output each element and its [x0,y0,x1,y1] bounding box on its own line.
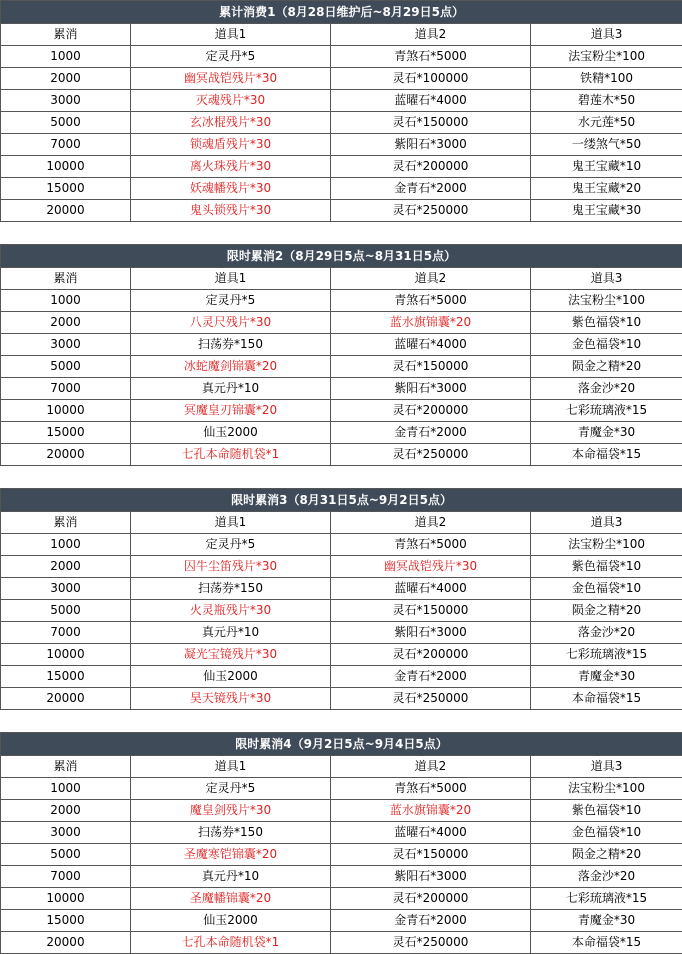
reward-cell: 锁魂盾残片*30 [131,134,331,156]
threshold-cell: 15000 [1,910,131,932]
threshold-cell: 3000 [1,822,131,844]
reward-cell: 七彩琉璃液*15 [531,400,682,422]
threshold-cell: 15000 [1,666,131,688]
table-row [1,910,682,932]
threshold-cell: 10000 [1,644,131,666]
table-title: 限时累消2（8月29日5点~8月31日5点） [1,245,682,268]
reward-cell: 扫荡券*150 [131,822,331,844]
reward-cell: 鬼王宝藏*10 [531,156,682,178]
reward-cell: 冥魔皇刃锦囊*20 [131,400,331,422]
table-row [1,134,682,156]
reward-cell: 灵石*100000 [331,68,531,90]
table-row [1,156,682,178]
table-row [1,600,682,622]
reward-cell: 扫荡券*150 [131,578,331,600]
threshold-cell: 2000 [1,68,131,90]
table-row [1,378,682,400]
threshold-cell: 15000 [1,422,131,444]
reward-cell: 七孔本命随机袋*1 [131,444,331,466]
threshold-cell: 3000 [1,578,131,600]
table-title-row [1,733,682,756]
reward-cell: 蓝水旗锦囊*20 [331,800,531,822]
reward-cell: 紫色福袋*10 [531,312,682,334]
column-header: 道具3 [531,756,682,778]
reward-cell: 法宝粉尘*100 [531,778,682,800]
reward-cell: 定灵丹*5 [131,46,331,68]
reward-cell: 紫阳石*3000 [331,378,531,400]
threshold-cell: 10000 [1,400,131,422]
reward-cell: 灵石*150000 [331,600,531,622]
column-header: 道具2 [331,268,531,290]
reward-cell: 仙玉2000 [131,910,331,932]
reward-cell: 落金沙*20 [531,866,682,888]
reward-cell: 青煞石*5000 [331,290,531,312]
reward-cell: 昊天镜残片*30 [131,688,331,710]
column-header: 道具3 [531,24,682,46]
reward-cell: 陨金之精*20 [531,844,682,866]
threshold-cell: 5000 [1,844,131,866]
reward-cell: 火灵瓶残片*30 [131,600,331,622]
table-title: 限时累消3（8月31日5点~9月2日5点） [1,489,682,512]
reward-cell: 青煞石*5000 [331,46,531,68]
threshold-cell: 20000 [1,932,131,954]
column-header: 道具3 [531,268,682,290]
reward-cell: 紫阳石*3000 [331,134,531,156]
reward-cell: 鬼头锁残片*30 [131,200,331,222]
table-row [1,68,682,90]
reward-cell: 金色福袋*10 [531,822,682,844]
reward-cell: 紫阳石*3000 [331,622,531,644]
threshold-cell: 20000 [1,200,131,222]
table-row [1,644,682,666]
reward-cell: 金青石*2000 [331,178,531,200]
table-row [1,400,682,422]
reward-cell: 金色福袋*10 [531,578,682,600]
table-title-row [1,489,682,512]
threshold-cell: 5000 [1,356,131,378]
reward-cell: 灵石*200000 [331,644,531,666]
reward-cell: 青魔金*30 [531,666,682,688]
reward-table-3 [0,488,682,710]
threshold-cell: 7000 [1,378,131,400]
table-header-row [1,756,682,778]
reward-cell: 蓝曜石*4000 [331,822,531,844]
table-row [1,778,682,800]
reward-cell: 凝光宝镜残片*30 [131,644,331,666]
table-row [1,422,682,444]
table-row [1,578,682,600]
reward-cell: 灵石*150000 [331,844,531,866]
column-header: 道具1 [131,512,331,534]
reward-cell: 定灵丹*5 [131,534,331,556]
reward-cell: 灵石*250000 [331,200,531,222]
threshold-cell: 2000 [1,556,131,578]
reward-cell: 真元丹*10 [131,622,331,644]
threshold-cell: 7000 [1,622,131,644]
reward-cell: 金色福袋*10 [531,334,682,356]
reward-table-4 [0,732,682,954]
table-row [1,844,682,866]
reward-cell: 仙玉2000 [131,666,331,688]
reward-cell: 定灵丹*5 [131,778,331,800]
reward-cell: 一缕煞气*50 [531,134,682,156]
reward-cell: 青魔金*30 [531,910,682,932]
table-title-row [1,1,682,24]
column-header: 道具3 [531,512,682,534]
table-row [1,112,682,134]
table-row [1,888,682,910]
reward-cell: 蓝水旗锦囊*20 [331,312,531,334]
threshold-cell: 7000 [1,134,131,156]
reward-cell: 陨金之精*20 [531,600,682,622]
reward-cell: 水元莲*50 [531,112,682,134]
reward-cell: 灵石*250000 [331,444,531,466]
reward-table-1 [0,0,682,222]
column-header: 累消 [1,512,131,534]
table-row [1,556,682,578]
threshold-cell: 10000 [1,888,131,910]
reward-cell: 金青石*2000 [331,666,531,688]
table-row [1,666,682,688]
reward-cell: 灵石*200000 [331,888,531,910]
reward-cell: 圣魔幡锦囊*20 [131,888,331,910]
reward-cell: 蓝曜石*4000 [331,334,531,356]
table-row [1,866,682,888]
table-row [1,800,682,822]
table-row [1,178,682,200]
threshold-cell: 1000 [1,534,131,556]
reward-cell: 七彩琉璃液*15 [531,888,682,910]
reward-cell: 鬼王宝藏*30 [531,200,682,222]
reward-cell: 囚牛尘笛残片*30 [131,556,331,578]
threshold-cell: 15000 [1,178,131,200]
threshold-cell: 10000 [1,156,131,178]
table-spacer [0,222,682,244]
reward-cell: 真元丹*10 [131,378,331,400]
reward-cell: 妖魂幡残片*30 [131,178,331,200]
table-row [1,688,682,710]
table-row [1,290,682,312]
table-row [1,822,682,844]
table-row [1,46,682,68]
table-row [1,534,682,556]
reward-cell: 青魔金*30 [531,422,682,444]
reward-cell: 蓝曜石*4000 [331,90,531,112]
reward-cell: 灵石*250000 [331,688,531,710]
reward-cell: 仙玉2000 [131,422,331,444]
column-header: 道具1 [131,268,331,290]
table-row [1,356,682,378]
threshold-cell: 5000 [1,600,131,622]
reward-cell: 碧莲木*50 [531,90,682,112]
threshold-cell: 20000 [1,688,131,710]
reward-cell: 八灵尺残片*30 [131,312,331,334]
table-row [1,312,682,334]
reward-cell: 玄冰棍残片*30 [131,112,331,134]
reward-table-2 [0,244,682,466]
threshold-cell: 3000 [1,334,131,356]
reward-cell: 扫荡券*150 [131,334,331,356]
reward-cell: 七彩琉璃液*15 [531,644,682,666]
reward-cell: 落金沙*20 [531,622,682,644]
table-row [1,444,682,466]
reward-cell: 冰蛇魔剑锦囊*20 [131,356,331,378]
column-header: 道具1 [131,24,331,46]
reward-cell: 灵石*200000 [331,156,531,178]
reward-cell: 幽冥战铠残片*30 [331,556,531,578]
reward-cell: 蓝曜石*4000 [331,578,531,600]
reward-cell: 灵石*150000 [331,112,531,134]
table-row [1,622,682,644]
reward-cell: 法宝粉尘*100 [531,46,682,68]
column-header: 道具2 [331,24,531,46]
reward-cell: 紫色福袋*10 [531,800,682,822]
threshold-cell: 20000 [1,444,131,466]
reward-cell: 定灵丹*5 [131,290,331,312]
column-header: 累消 [1,756,131,778]
column-header: 累消 [1,24,131,46]
reward-cell: 法宝粉尘*100 [531,290,682,312]
reward-cell: 落金沙*20 [531,378,682,400]
reward-cell: 紫阳石*3000 [331,866,531,888]
reward-cell: 法宝粉尘*100 [531,534,682,556]
reward-cell: 离火珠残片*30 [131,156,331,178]
threshold-cell: 5000 [1,112,131,134]
reward-cell: 真元丹*10 [131,866,331,888]
threshold-cell: 2000 [1,312,131,334]
reward-cell: 铁精*100 [531,68,682,90]
table-row [1,200,682,222]
reward-cell: 幽冥战铠残片*30 [131,68,331,90]
table-title: 累计消费1（8月28日维护后~8月29日5点） [1,1,682,24]
reward-cell: 灵石*250000 [331,932,531,954]
reward-cell: 青煞石*5000 [331,778,531,800]
reward-cell: 紫色福袋*10 [531,556,682,578]
table-row [1,334,682,356]
reward-cell: 青煞石*5000 [331,534,531,556]
table-spacer [0,466,682,488]
reward-cell: 灵石*150000 [331,356,531,378]
table-title-row [1,245,682,268]
reward-cell: 金青石*2000 [331,910,531,932]
threshold-cell: 2000 [1,800,131,822]
table-header-row [1,268,682,290]
threshold-cell: 7000 [1,866,131,888]
column-header: 道具2 [331,756,531,778]
reward-cell: 魔皇剑残片*30 [131,800,331,822]
reward-cell: 本命福袋*15 [531,444,682,466]
table-row [1,932,682,954]
reward-cell: 圣魔寒铠锦囊*20 [131,844,331,866]
threshold-cell: 1000 [1,290,131,312]
table-title: 限时累消4（9月2日5点~9月4日5点） [1,733,682,756]
reward-cell: 金青石*2000 [331,422,531,444]
reward-cell: 七孔本命随机袋*1 [131,932,331,954]
reward-cell: 灭魂残片*30 [131,90,331,112]
table-spacer [0,710,682,732]
threshold-cell: 3000 [1,90,131,112]
reward-cell: 本命福袋*15 [531,932,682,954]
table-header-row [1,24,682,46]
reward-cell: 灵石*200000 [331,400,531,422]
table-header-row [1,512,682,534]
column-header: 道具1 [131,756,331,778]
column-header: 累消 [1,268,131,290]
reward-cell: 鬼王宝藏*20 [531,178,682,200]
table-row [1,90,682,112]
column-header: 道具2 [331,512,531,534]
reward-cell: 本命福袋*15 [531,688,682,710]
reward-cell: 陨金之精*20 [531,356,682,378]
threshold-cell: 1000 [1,46,131,68]
threshold-cell: 1000 [1,778,131,800]
